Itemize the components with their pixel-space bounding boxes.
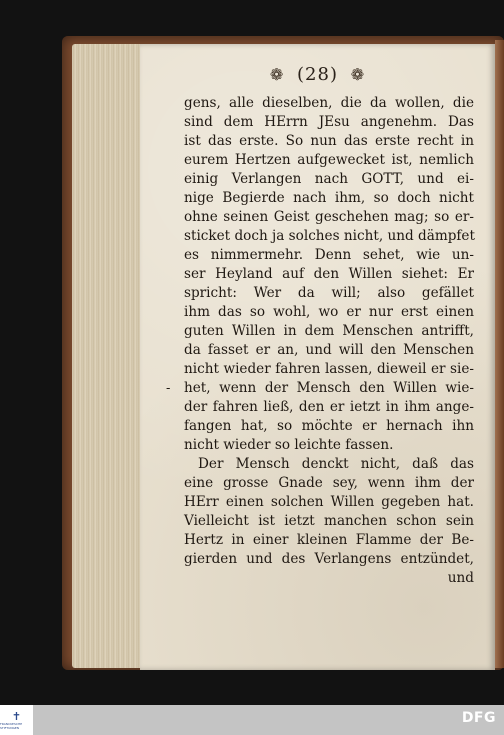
text-line: Hertz in einer kleinen Flamme der Be- <box>184 532 474 548</box>
text-line: guten Willen in dem Menschen antrifft, <box>184 323 474 339</box>
page-header <box>140 64 495 85</box>
text-line: der fahren ließ, den er ietzt in ihm ange- <box>184 399 474 415</box>
text-line: gierden und des Verlangens entzündet, <box>184 551 474 567</box>
text-line: ihm das so wohl, wo er nur erst einen <box>184 304 474 320</box>
text-line: sticket doch ja solches nicht, und dämpfet <box>184 228 475 244</box>
text-line: ser Heyland auf den Willen siehet: Er <box>184 266 474 282</box>
text-line: nicht wieder fahren lassen, dieweil er sie- <box>184 361 474 377</box>
page-edges <box>72 44 142 668</box>
text-line: einig Verlangen nach GOTT, und ei- <box>184 171 474 187</box>
library-logo <box>0 705 33 735</box>
library-label: FRANCKESCHE STIFTUNGEN <box>0 721 23 730</box>
text-line: ist das erste. So nun das erste recht in <box>184 133 474 149</box>
ornament-left-icon: ❁ <box>269 65 285 84</box>
text-line: Der Mensch denckt nicht, daß das <box>198 456 474 472</box>
text-line: da fasset er an, und will den Menschen <box>184 342 474 358</box>
text-line <box>166 379 474 398</box>
ornament-right-icon: ❁ <box>350 65 366 84</box>
catchword: und <box>447 570 474 586</box>
library-emblem-icon: ✝ <box>11 709 22 723</box>
text-line: nige Begierde nach ihm, so doch nicht <box>184 190 474 206</box>
book-page <box>140 44 495 670</box>
book-spine-edge <box>495 40 504 668</box>
page-number: (28) <box>297 64 338 85</box>
text-line: spricht: Wer da will; also gefället <box>184 285 474 301</box>
dfg-logo: DFG <box>461 710 496 726</box>
text-line: sind dem HErrn JEsu angenehm. Das <box>184 114 474 130</box>
text-line: HErr einen solchen Willen gegeben hat. <box>184 494 474 510</box>
text-line: eurem Hertzen aufgewecket ist, nemlich <box>184 152 474 168</box>
text-line: fangen hat, so möchte er hernach ihn <box>184 418 474 434</box>
text-line: ohne seinen Geist geschehen mag; so er- <box>184 209 474 225</box>
text-line: es nimmermehr. Denn sehet, wie un- <box>184 247 474 263</box>
text-line: eine grosse Gnade sey, wenn ihm der <box>184 475 474 491</box>
margin-mark: - <box>166 381 171 396</box>
text-line: nicht wieder so leichte fassen. <box>184 437 394 453</box>
text-line-content: het, wenn der Mensch den Willen wie- <box>184 380 474 396</box>
text-line: gens, alle dieselben, die da wollen, die <box>184 95 474 111</box>
page-body-text <box>166 94 475 588</box>
text-line: Vielleicht ist ietzt manchen schon sein <box>184 513 474 529</box>
viewer-footer-bar <box>0 705 504 735</box>
